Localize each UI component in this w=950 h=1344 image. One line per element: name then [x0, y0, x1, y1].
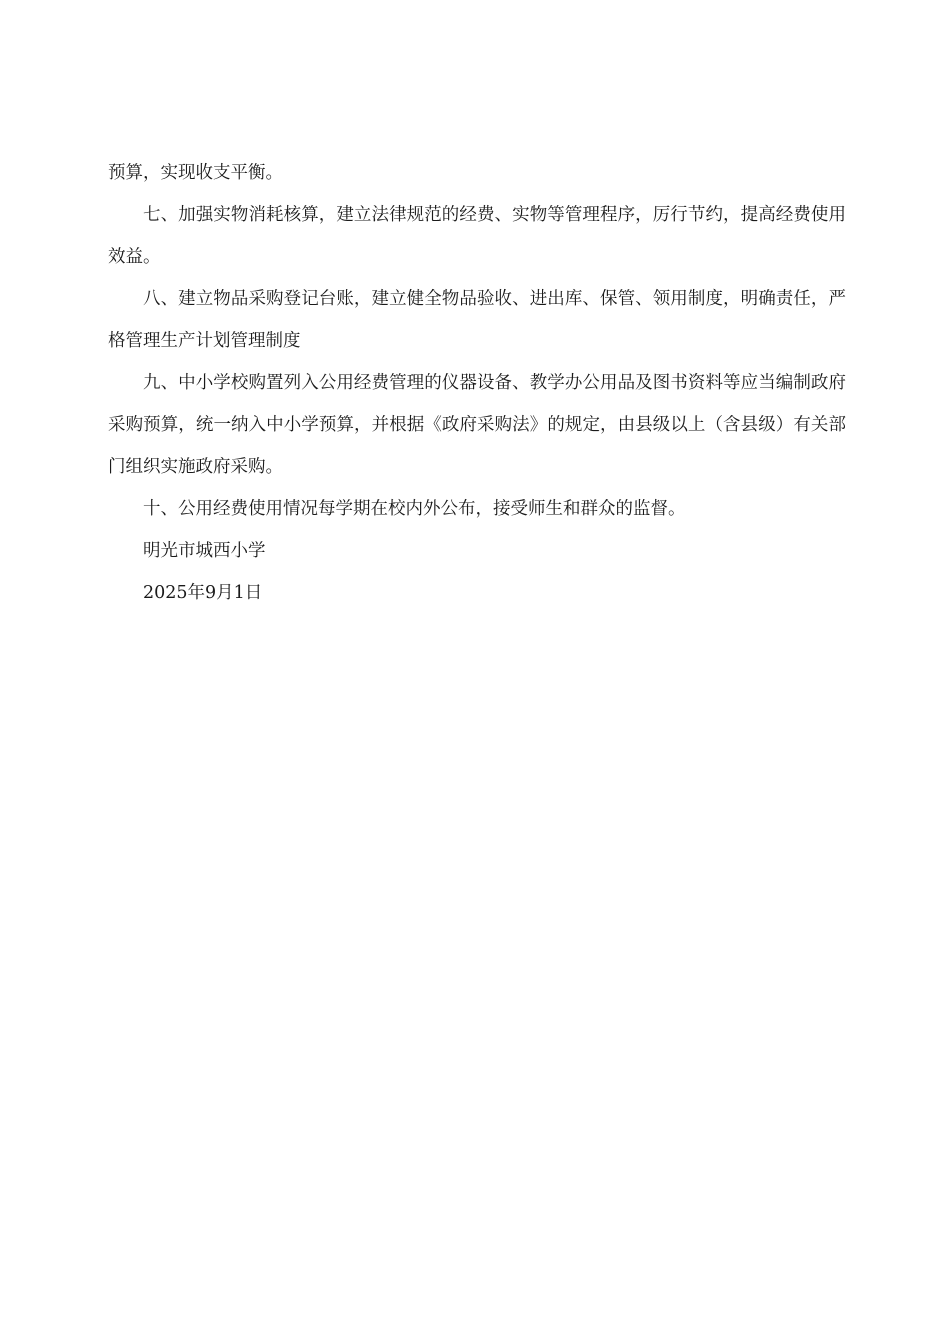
paragraph-item-10: 十、公用经费使用情况每学期在校内外公布，接受师生和群众的监督。	[143, 499, 686, 519]
signature-date: 2025年9月1日	[143, 583, 263, 603]
signature-organization: 明光市城西小学	[143, 541, 266, 561]
paragraph-continuation: 预算，实现收支平衡。	[108, 163, 283, 183]
paragraph-item-9: 九、中小学校购置列入公用经费管理的仪器设备、教学办公用品及图书资料等应当编制政府采购预算，统一纳入中小学预算，并根据《政府采购法》的规定，由县级以上（含县级）有关部门组织实施政府采购。	[108, 373, 846, 477]
paragraph-item-8: 八、建立物品采购登记台账，建立健全物品验收、进出库、保管、领用制度，明确责任，严格管理生产计划管理制度	[108, 289, 846, 351]
document-body	[108, 152, 846, 614]
paragraph-item-7: 七、加强实物消耗核算，建立法律规范的经费、实物等管理程序，厉行节约，提高经费使用效益。	[108, 205, 846, 267]
